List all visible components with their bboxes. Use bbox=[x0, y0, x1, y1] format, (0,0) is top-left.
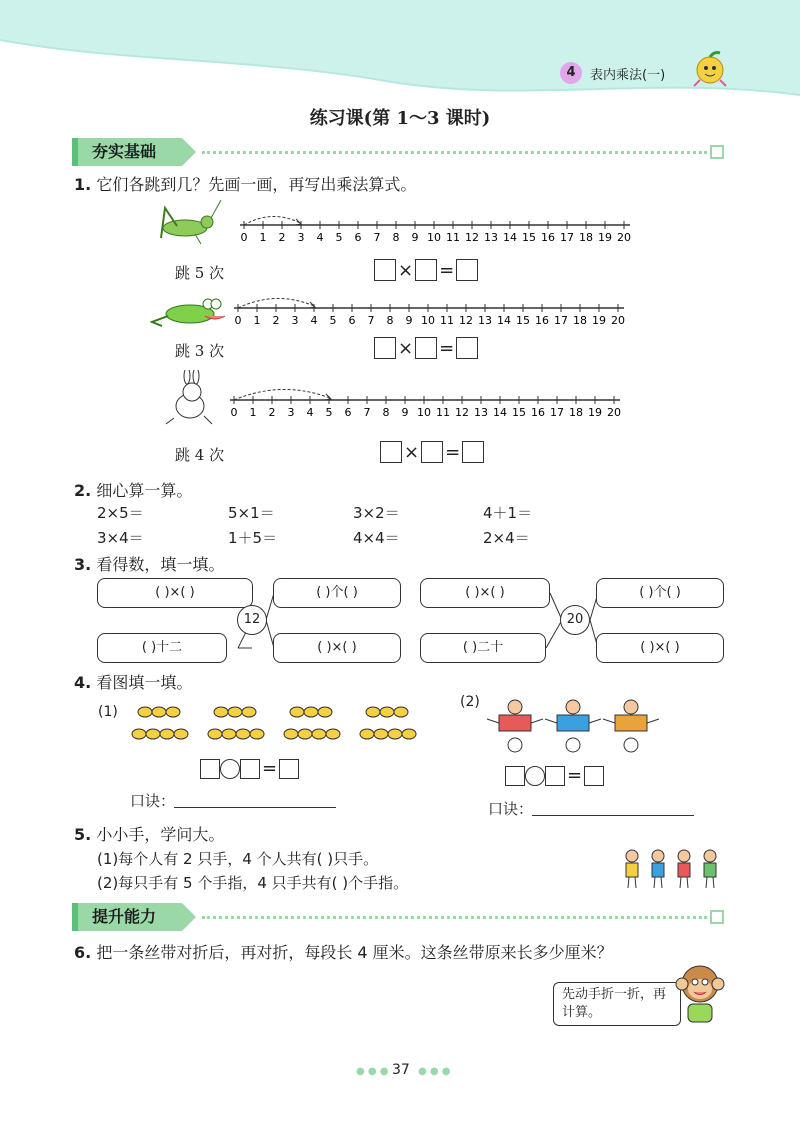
section-divider bbox=[202, 151, 707, 154]
question-text: 它们各跳到几？先画一画，再写出乘法算式。 bbox=[96, 175, 417, 194]
tick-label: 9 bbox=[401, 406, 409, 419]
tick-label: 15 bbox=[512, 406, 526, 419]
answer-box[interactable] bbox=[462, 441, 484, 463]
tick-label: 17 bbox=[554, 314, 568, 327]
answer-box[interactable] bbox=[200, 759, 220, 779]
section-label: 提升能力 bbox=[92, 907, 157, 926]
tick-label: 18 bbox=[573, 314, 587, 327]
tick-label: 6 bbox=[354, 231, 362, 244]
tick-label: 19 bbox=[592, 314, 606, 327]
tick-label: 2 bbox=[278, 231, 286, 244]
tick-label: 7 bbox=[367, 314, 375, 327]
times-sign: × bbox=[398, 259, 414, 281]
answer-box[interactable] bbox=[505, 766, 525, 786]
equation-row-4-1 bbox=[200, 758, 299, 779]
tick-label: 12 bbox=[459, 314, 473, 327]
tick-label: 1 bbox=[249, 406, 257, 419]
header-band bbox=[0, 0, 800, 105]
question-2 bbox=[74, 478, 192, 501]
tick-label: 4 bbox=[310, 314, 318, 327]
fill-box[interactable]: ( )×( ) bbox=[596, 633, 724, 663]
tick-label: 17 bbox=[550, 406, 564, 419]
question-4 bbox=[74, 670, 192, 693]
question-6 bbox=[74, 940, 613, 963]
question-text: 细心算一算。 bbox=[96, 481, 193, 500]
section-tab-improve bbox=[72, 903, 182, 931]
page-number: 37 bbox=[392, 1062, 410, 1078]
tick-label: 15 bbox=[522, 231, 536, 244]
times-sign: × bbox=[398, 337, 414, 359]
divider-end-square bbox=[710, 910, 724, 924]
tick-label: 8 bbox=[386, 314, 394, 327]
tick-label: 2 bbox=[272, 314, 280, 327]
equals-sign: = bbox=[445, 441, 461, 463]
equals-sign: = bbox=[439, 259, 455, 281]
result-circle: 20 bbox=[560, 605, 590, 635]
question-number: 3. bbox=[74, 555, 92, 574]
rhyme-answer-line[interactable] bbox=[532, 815, 694, 816]
answer-box[interactable] bbox=[279, 759, 299, 779]
fill-box[interactable]: ( )二十 bbox=[420, 633, 546, 663]
tick-label: 2 bbox=[268, 406, 276, 419]
section-tab-basics bbox=[72, 138, 182, 166]
section-label: 夯实基础 bbox=[92, 142, 157, 161]
row-label-1: 跳 5 次 bbox=[175, 264, 225, 282]
tick-label: 11 bbox=[436, 406, 450, 419]
unit-title: 表内乘法(一) bbox=[590, 68, 666, 83]
calc-item: 5×1＝ bbox=[228, 504, 275, 522]
tick-label: 7 bbox=[363, 406, 371, 419]
answer-box[interactable] bbox=[584, 766, 604, 786]
grasshopper-icon bbox=[155, 198, 225, 248]
question-number: 1. bbox=[74, 175, 92, 194]
tick-label: 14 bbox=[497, 314, 511, 327]
rhyme-label: 口诀： bbox=[488, 800, 534, 818]
tick-label: 6 bbox=[348, 314, 356, 327]
tick-label: 19 bbox=[588, 406, 602, 419]
fill-box[interactable]: ( )×( ) bbox=[97, 578, 253, 608]
part-label: (2) bbox=[460, 694, 480, 710]
tick-label: 4 bbox=[316, 231, 324, 244]
tick-label: 1 bbox=[259, 231, 267, 244]
question-number: 6. bbox=[74, 943, 92, 962]
footer-dots-right: ● ● ● bbox=[418, 1066, 451, 1077]
question-5-line-1: (1)每个人有 2 只手，4 个人共有( )只手。 bbox=[97, 850, 379, 868]
equals-sign: = bbox=[439, 337, 455, 359]
tick-label: 5 bbox=[329, 314, 337, 327]
divider-end-square bbox=[710, 145, 724, 159]
tick-label: 18 bbox=[579, 231, 593, 244]
rhyme-answer-line[interactable] bbox=[174, 807, 336, 808]
question-5 bbox=[74, 822, 224, 845]
tick-label: 15 bbox=[516, 314, 530, 327]
answer-box[interactable] bbox=[456, 259, 478, 281]
kids-icon bbox=[620, 848, 725, 890]
tick-label: 20 bbox=[611, 314, 625, 327]
equation-row-1 bbox=[374, 259, 478, 281]
tick-label: 13 bbox=[484, 231, 498, 244]
answer-box[interactable] bbox=[545, 766, 565, 786]
calc-item: 4＋1＝ bbox=[483, 504, 533, 522]
result-circle: 12 bbox=[237, 605, 267, 635]
equation-row-2 bbox=[374, 337, 478, 359]
tick-label: 4 bbox=[306, 406, 314, 419]
tick-label: 0 bbox=[234, 314, 242, 327]
tick-label: 9 bbox=[411, 231, 419, 244]
mascot-icon bbox=[690, 50, 730, 88]
rhyme-label: 口诀： bbox=[130, 792, 176, 810]
tick-label: 10 bbox=[417, 406, 431, 419]
times-sign: × bbox=[404, 441, 420, 463]
fill-box[interactable]: ( )个( ) bbox=[273, 578, 401, 608]
calc-item: 1＋5＝ bbox=[228, 529, 278, 547]
answer-box[interactable] bbox=[415, 337, 437, 359]
calc-item: 4×4＝ bbox=[353, 529, 400, 547]
tick-label: 0 bbox=[230, 406, 238, 419]
tick-label: 14 bbox=[493, 406, 507, 419]
fill-box[interactable]: ( )×( ) bbox=[273, 633, 401, 663]
tick-label: 20 bbox=[607, 406, 621, 419]
tick-label: 12 bbox=[455, 406, 469, 419]
equation-row-4-2 bbox=[505, 765, 604, 786]
hint-bubble bbox=[553, 982, 681, 1026]
answer-box[interactable] bbox=[456, 337, 478, 359]
equation-row-3 bbox=[380, 441, 484, 463]
tick-label: 3 bbox=[297, 231, 305, 244]
frog-icon bbox=[150, 292, 230, 330]
tick-label: 17 bbox=[560, 231, 574, 244]
number-line-3 bbox=[226, 380, 626, 420]
unit-number: 4 bbox=[566, 65, 576, 80]
question-1 bbox=[74, 172, 416, 195]
unit-badge bbox=[560, 62, 582, 84]
hint-text: 先动手折一折，再计算。 bbox=[562, 987, 667, 1020]
tick-label: 8 bbox=[392, 231, 400, 244]
number-line-2 bbox=[230, 288, 630, 328]
rabbit-icon bbox=[160, 370, 218, 428]
question-text: 看得数，填一填。 bbox=[96, 555, 225, 574]
tick-label: 3 bbox=[287, 406, 295, 419]
fill-box[interactable]: ( )×( ) bbox=[420, 578, 550, 608]
calc-item: 2×4＝ bbox=[483, 529, 530, 547]
monkey-icon bbox=[672, 962, 728, 1028]
tick-label: 13 bbox=[474, 406, 488, 419]
tick-label: 19 bbox=[598, 231, 612, 244]
tick-label: 8 bbox=[382, 406, 390, 419]
page-title: 练习课(第 1～3 课时) bbox=[309, 108, 491, 129]
tick-label: 16 bbox=[531, 406, 545, 419]
tick-label: 1 bbox=[253, 314, 261, 327]
tick-label: 18 bbox=[569, 406, 583, 419]
tick-label: 7 bbox=[373, 231, 381, 244]
question-number: 4. bbox=[74, 673, 92, 692]
tick-label: 5 bbox=[335, 231, 343, 244]
tick-label: 6 bbox=[344, 406, 352, 419]
operator-circle[interactable] bbox=[220, 759, 240, 779]
tick-label: 10 bbox=[427, 231, 441, 244]
tick-label: 13 bbox=[478, 314, 492, 327]
answer-box[interactable] bbox=[374, 337, 396, 359]
row-label-3: 跳 4 次 bbox=[175, 446, 225, 464]
tick-label: 3 bbox=[291, 314, 299, 327]
fill-box[interactable]: ( )十二 bbox=[97, 633, 227, 663]
bee-group bbox=[132, 707, 188, 739]
operator-circle[interactable] bbox=[525, 766, 545, 786]
answer-box[interactable] bbox=[374, 259, 396, 281]
tick-label: 0 bbox=[240, 231, 248, 244]
footer-dots-left: ● ● ● bbox=[356, 1066, 389, 1077]
question-5-line-2: (2)每只手有 5 个手指，4 只手共有( )个手指。 bbox=[97, 874, 409, 892]
bees-image bbox=[125, 700, 425, 750]
tick-label: 9 bbox=[405, 314, 413, 327]
question-text: 把一条丝带对折后，再对折，每段长 4 厘米。这条丝带原来长多少厘米？ bbox=[96, 943, 613, 962]
row-label-2: 跳 3 次 bbox=[175, 342, 225, 360]
question-number: 5. bbox=[74, 825, 92, 844]
number-line-1 bbox=[236, 205, 636, 245]
tick-label: 10 bbox=[421, 314, 435, 327]
tick-label: 16 bbox=[541, 231, 555, 244]
calc-item: 2×5＝ bbox=[97, 504, 144, 522]
tick-label: 12 bbox=[465, 231, 479, 244]
tick-label: 16 bbox=[535, 314, 549, 327]
question-number: 2. bbox=[74, 481, 92, 500]
tick-label: 14 bbox=[503, 231, 517, 244]
answer-box[interactable] bbox=[380, 441, 402, 463]
question-3 bbox=[74, 552, 224, 575]
question-text: 看图填一填。 bbox=[96, 673, 193, 692]
answer-box[interactable] bbox=[240, 759, 260, 779]
answer-box[interactable] bbox=[421, 441, 443, 463]
tick-label: 11 bbox=[446, 231, 460, 244]
answer-box[interactable] bbox=[415, 259, 437, 281]
calc-item: 3×2＝ bbox=[353, 504, 400, 522]
calc-item: 3×4＝ bbox=[97, 529, 144, 547]
tick-label: 5 bbox=[325, 406, 333, 419]
tick-label: 20 bbox=[617, 231, 631, 244]
part-label: (1) bbox=[98, 704, 118, 720]
children-image bbox=[485, 695, 660, 755]
section-divider bbox=[202, 916, 707, 919]
fill-box[interactable]: ( )个( ) bbox=[596, 578, 724, 608]
equals-sign: = bbox=[567, 765, 583, 786]
equals-sign: = bbox=[262, 758, 278, 779]
tick-label: 11 bbox=[440, 314, 454, 327]
question-text: 小小手，学问大。 bbox=[96, 825, 225, 844]
